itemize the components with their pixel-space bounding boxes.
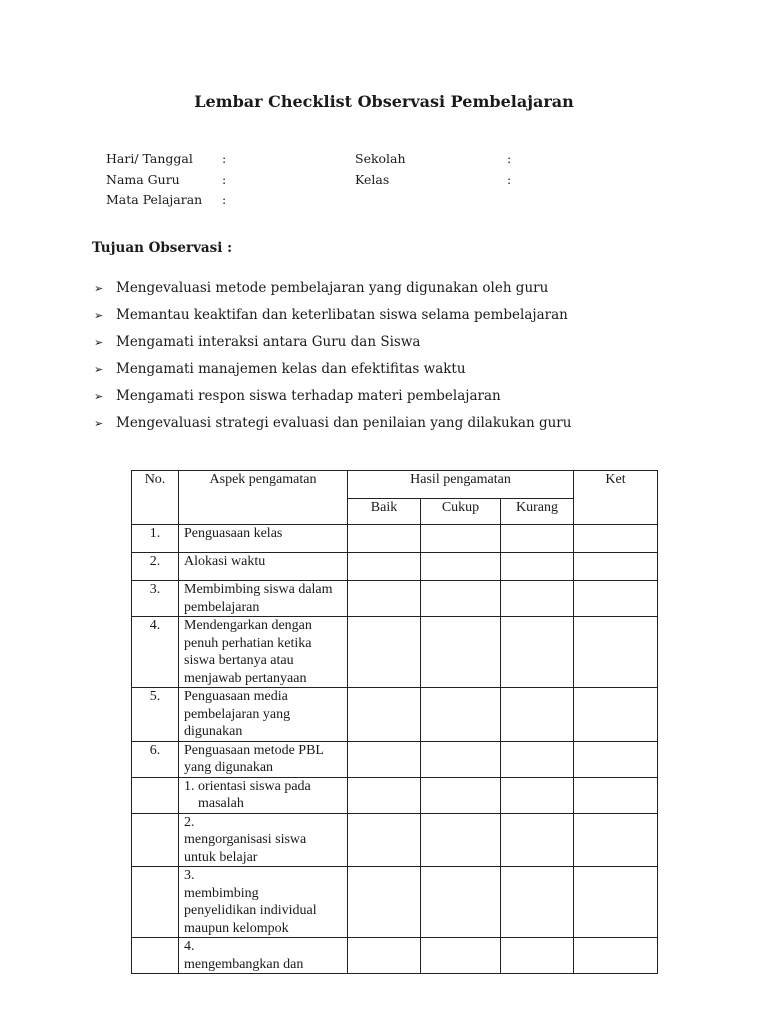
- cell-kurang[interactable]: [501, 617, 574, 688]
- cell-baik[interactable]: [348, 617, 421, 688]
- info-label-date: Hari/ Tanggal: [106, 151, 193, 166]
- row-no: [132, 867, 179, 938]
- header-no: No.: [132, 471, 179, 525]
- cell-baik[interactable]: [348, 553, 421, 581]
- sub-item-text: orientasi siswa pada masalah: [198, 778, 311, 811]
- table-header-row: [132, 471, 658, 499]
- cell-kurang[interactable]: [501, 938, 574, 974]
- header-kurang: Kurang: [501, 499, 574, 525]
- cell-ket[interactable]: [574, 938, 658, 974]
- info-sep-school: :: [507, 151, 512, 166]
- row-aspect: [179, 777, 348, 813]
- cell-ket[interactable]: [574, 777, 658, 813]
- info-sep-subject: :: [222, 192, 227, 207]
- row-no: 3.: [132, 581, 179, 617]
- arrow-bullet-icon: ➢: [94, 390, 104, 403]
- row-no: 2.: [132, 553, 179, 581]
- info-label-subject: Mata Pelajaran: [106, 192, 203, 207]
- goal-item: [94, 385, 571, 412]
- cell-cukup[interactable]: [421, 741, 501, 777]
- cell-kurang[interactable]: [501, 581, 574, 617]
- arrow-bullet-icon: ➢: [94, 417, 104, 430]
- goal-item: [94, 412, 571, 439]
- cell-kurang[interactable]: [501, 741, 574, 777]
- table-row: [132, 938, 658, 974]
- goal-item: [94, 304, 571, 331]
- table-row: [132, 617, 658, 688]
- sub-item-text: mengembangkan dan: [184, 956, 304, 972]
- cell-cukup[interactable]: [421, 553, 501, 581]
- header-cukup: Cukup: [421, 499, 501, 525]
- cell-cukup[interactable]: [421, 525, 501, 553]
- cell-baik[interactable]: [348, 777, 421, 813]
- table-row: [132, 813, 658, 867]
- info-right: [355, 149, 511, 190]
- cell-kurang[interactable]: [501, 553, 574, 581]
- header-ket: Ket: [574, 471, 658, 525]
- row-aspect: Penguasaan metode PBL yang digunakan: [179, 741, 348, 777]
- header-result: Hasil pengamatan: [348, 471, 574, 499]
- table-row: [132, 581, 658, 617]
- sub-item-number: 2.: [184, 814, 195, 830]
- goal-text: Mengamati manajemen kelas dan efektifitas waktu: [116, 361, 466, 377]
- sub-item-number: 1.: [184, 778, 195, 794]
- goal-text: Mengamati respon siswa terhadap materi pembelajaran: [116, 388, 501, 404]
- goals-list: [94, 277, 571, 439]
- cell-ket[interactable]: [574, 553, 658, 581]
- cell-baik[interactable]: [348, 581, 421, 617]
- arrow-bullet-icon: ➢: [94, 309, 104, 322]
- sub-item-text: mengorganisasi siswa untuk belajar: [184, 832, 307, 865]
- cell-ket[interactable]: [574, 867, 658, 938]
- row-aspect: [179, 867, 348, 938]
- sub-item-text: membimbing penyelidikan individual maupun kelompok: [184, 885, 317, 936]
- cell-kurang[interactable]: [501, 867, 574, 938]
- cell-kurang[interactable]: [501, 525, 574, 553]
- goal-text: Mengevaluasi metode pembelajaran yang digunakan oleh guru: [116, 280, 549, 296]
- cell-kurang[interactable]: [501, 777, 574, 813]
- info-row-teacher: [106, 170, 226, 191]
- info-row-date: [106, 149, 226, 170]
- arrow-bullet-icon: ➢: [94, 282, 104, 295]
- row-no: 1.: [132, 525, 179, 553]
- header-aspect: Aspek pengamatan: [179, 471, 348, 525]
- info-sep-class: :: [507, 171, 512, 187]
- cell-baik[interactable]: [348, 741, 421, 777]
- row-aspect: Penguasaan kelas: [179, 525, 348, 553]
- row-no: 6.: [132, 741, 179, 777]
- info-row-school: [355, 149, 511, 170]
- row-aspect: Penguasaan media pembelajaran yang digunakan: [179, 688, 348, 742]
- arrow-bullet-icon: ➢: [94, 336, 104, 349]
- cell-baik[interactable]: [348, 688, 421, 742]
- header-baik: Baik: [348, 499, 421, 525]
- goal-item: [94, 358, 571, 385]
- row-no: [132, 813, 179, 867]
- table-row: [132, 777, 658, 813]
- row-aspect: Alokasi waktu: [179, 553, 348, 581]
- sub-item-number: 4.: [184, 939, 195, 954]
- goal-text: Memantau keaktifan dan keterlibatan siswa selama pembelajaran: [116, 307, 568, 323]
- cell-cukup[interactable]: [421, 813, 501, 867]
- cell-ket[interactable]: [574, 617, 658, 688]
- cell-cukup[interactable]: [421, 938, 501, 974]
- cell-baik[interactable]: [348, 813, 421, 867]
- cell-cukup[interactable]: [421, 581, 501, 617]
- cell-baik[interactable]: [348, 525, 421, 553]
- info-row-class: [355, 170, 511, 191]
- sub-item-number: 3.: [184, 868, 195, 883]
- cell-cukup[interactable]: [421, 617, 501, 688]
- cell-baik[interactable]: [348, 938, 421, 974]
- cell-ket[interactable]: [574, 688, 658, 742]
- table-row: [132, 525, 658, 553]
- arrow-bullet-icon: ➢: [94, 363, 104, 376]
- row-aspect: Membimbing siswa dalam pembelajaran: [179, 581, 348, 617]
- row-no: 5.: [132, 688, 179, 742]
- goal-text: Mengamati interaksi antara Guru dan Siswa: [116, 334, 421, 350]
- cell-baik[interactable]: [348, 867, 421, 938]
- observation-table: [131, 470, 658, 974]
- goal-text: Mengevaluasi strategi evaluasi dan penilaian yang dilakukan guru: [116, 415, 572, 431]
- goal-item: [94, 277, 571, 304]
- row-aspect: [179, 938, 348, 974]
- table-row: [132, 688, 658, 742]
- cell-cukup[interactable]: [421, 688, 501, 742]
- table-row: [132, 867, 658, 938]
- cell-ket[interactable]: [574, 741, 658, 777]
- info-row-subject: [106, 190, 226, 211]
- cell-ket[interactable]: [574, 581, 658, 617]
- cell-kurang[interactable]: [501, 813, 574, 867]
- row-no: [132, 777, 179, 813]
- info-label-teacher: Nama Guru: [106, 171, 180, 187]
- info-sep-teacher: :: [222, 171, 227, 187]
- info-sep-date: :: [222, 151, 227, 166]
- cell-kurang[interactable]: [501, 688, 574, 742]
- info-left: [106, 149, 226, 211]
- cell-cukup[interactable]: [421, 867, 501, 938]
- row-no: 4.: [132, 617, 179, 688]
- row-no: [132, 938, 179, 974]
- table-row: [132, 553, 658, 581]
- cell-ket[interactable]: [574, 525, 658, 553]
- page-title: Lembar Checklist Observasi Pembelajaran: [194, 92, 574, 111]
- cell-cukup[interactable]: [421, 777, 501, 813]
- goals-heading: Tujuan Observasi :: [92, 240, 233, 256]
- cell-ket[interactable]: [574, 813, 658, 867]
- row-aspect: Mendengarkan dengan penuh perhatian ketika siswa bertanya atau menjawab pertanyaan: [179, 617, 348, 688]
- goal-item: [94, 331, 571, 358]
- info-label-school: Sekolah: [355, 151, 406, 166]
- table-row: [132, 741, 658, 777]
- row-aspect: [179, 813, 348, 867]
- info-label-class: Kelas: [355, 171, 390, 187]
